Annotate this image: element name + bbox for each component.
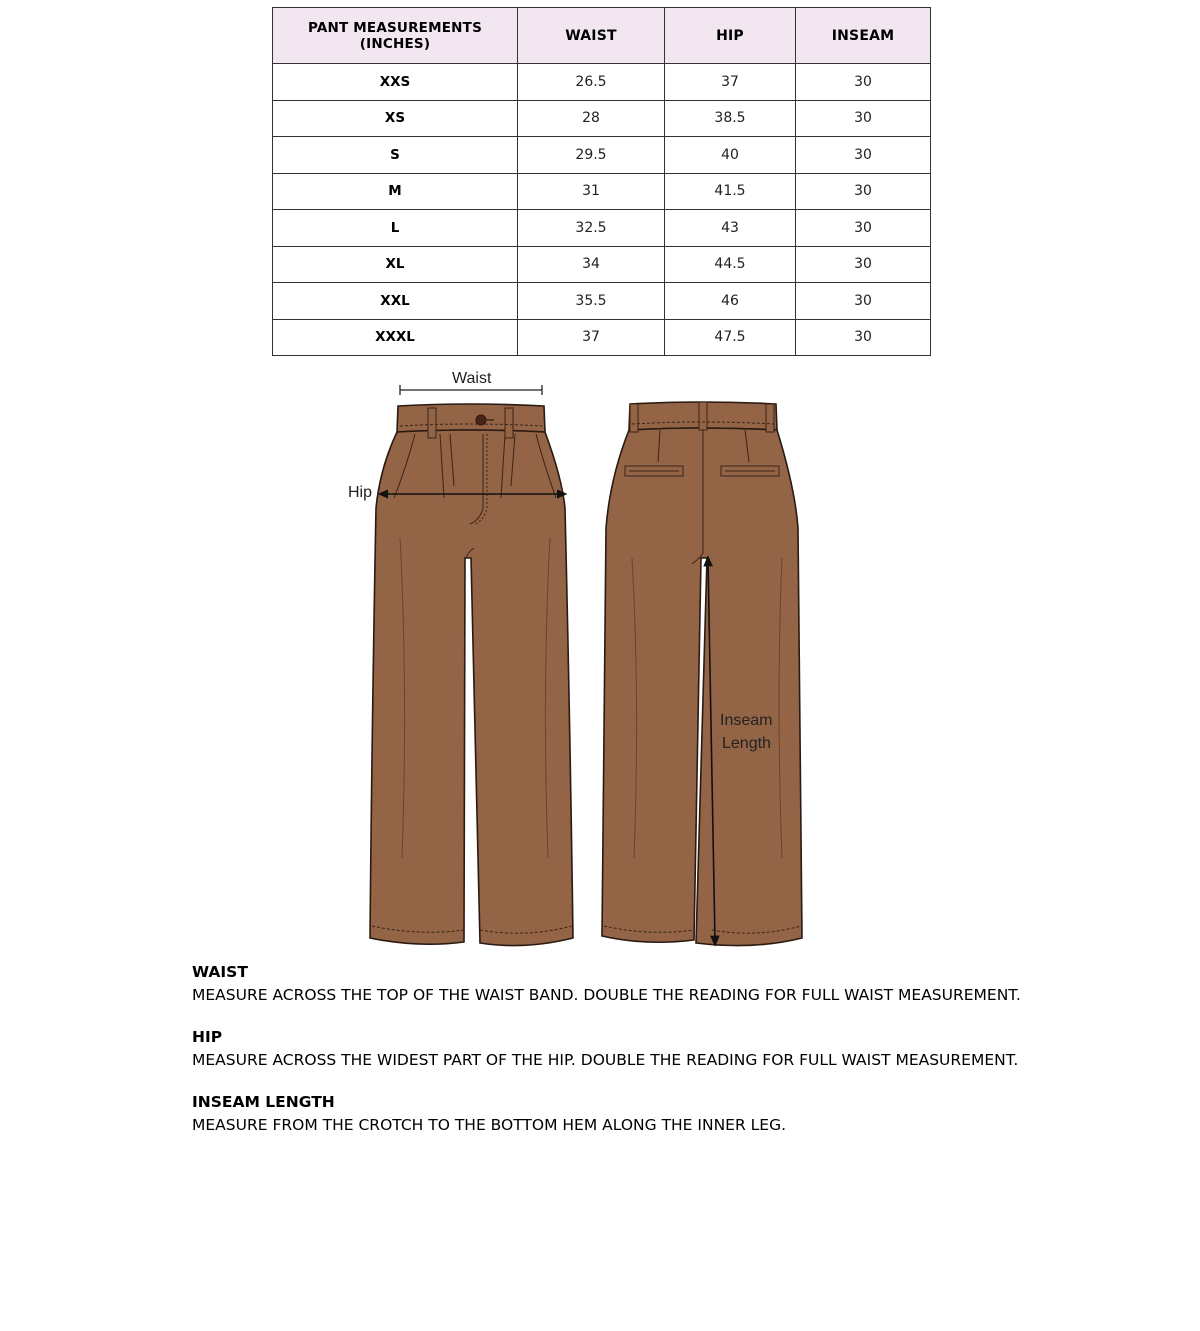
- table-row: [273, 100, 931, 137]
- hip-cell: 43: [665, 210, 796, 247]
- inseam-instruction-title: INSEAM LENGTH: [192, 1093, 335, 1111]
- waist-cell: 28: [518, 100, 665, 137]
- waist-cell: 31: [518, 173, 665, 210]
- table-row: [273, 137, 931, 174]
- hip-cell: 44.5: [665, 246, 796, 283]
- inseam-instruction: [192, 1092, 1092, 1137]
- hip-label: Hip: [348, 484, 373, 501]
- size-cell: M: [273, 173, 518, 210]
- table-row: [273, 64, 931, 101]
- waist-cell: 32.5: [518, 210, 665, 247]
- pants-measurement-diagram: [340, 358, 860, 978]
- pants-illustration: [340, 358, 860, 978]
- size-cell: XXL: [273, 283, 518, 320]
- header-hip: HIP: [665, 8, 796, 64]
- header-inseam: INSEAM: [796, 8, 931, 64]
- inseam-label: Inseam: [720, 712, 773, 729]
- waist-cell: 34: [518, 246, 665, 283]
- hip-cell: 47.5: [665, 319, 796, 356]
- waist-cell: 35.5: [518, 283, 665, 320]
- back-pants: [602, 402, 802, 946]
- size-cell: XL: [273, 246, 518, 283]
- waist-cell: 26.5: [518, 64, 665, 101]
- hip-cell: 37: [665, 64, 796, 101]
- hip-cell: 41.5: [665, 173, 796, 210]
- inseam-cell: 30: [796, 64, 931, 101]
- size-cell: S: [273, 137, 518, 174]
- hip-cell: 38.5: [665, 100, 796, 137]
- waist-instruction-text: MEASURE ACROSS THE TOP OF THE WAIST BAND. DOUBLE THE READING FOR FULL WAIST MEASUREMENT.: [192, 986, 1021, 1004]
- inseam-cell: 30: [796, 319, 931, 356]
- hip-instruction: [192, 1027, 1092, 1072]
- hip-cell: 40: [665, 137, 796, 174]
- waist-instruction-title: WAIST: [192, 963, 248, 981]
- waist-instruction: [192, 962, 1092, 1007]
- hip-instruction-text: MEASURE ACROSS THE WIDEST PART OF THE HIP. DOUBLE THE READING FOR FULL WAIST MEASUREMENT.: [192, 1051, 1019, 1069]
- inseam-instruction-text: MEASURE FROM THE CROTCH TO THE BOTTOM HEM ALONG THE INNER LEG.: [192, 1116, 787, 1134]
- size-chart-table: [272, 7, 931, 356]
- size-cell: XXS: [273, 64, 518, 101]
- length-label: Length: [722, 735, 771, 752]
- waist-label: Waist: [452, 370, 492, 387]
- inseam-cell: 30: [796, 210, 931, 247]
- table-row: [273, 319, 931, 356]
- inseam-cell: 30: [796, 246, 931, 283]
- size-cell: XXXL: [273, 319, 518, 356]
- header-waist: WAIST: [518, 8, 665, 64]
- header-size: PANT MEASUREMENTS (INCHES): [273, 8, 518, 64]
- front-pants: [370, 404, 573, 946]
- hip-cell: 46: [665, 283, 796, 320]
- size-cell: L: [273, 210, 518, 247]
- inseam-cell: 30: [796, 283, 931, 320]
- inseam-cell: 30: [796, 100, 931, 137]
- inseam-cell: 30: [796, 137, 931, 174]
- hip-instruction-title: HIP: [192, 1028, 223, 1046]
- table-row: [273, 246, 931, 283]
- button-icon: [476, 415, 486, 425]
- inseam-cell: 30: [796, 173, 931, 210]
- waist-cell: 37: [518, 319, 665, 356]
- table-row: [273, 173, 931, 210]
- table-row: [273, 283, 931, 320]
- waist-cell: 29.5: [518, 137, 665, 174]
- table-row: [273, 210, 931, 247]
- table-header-row: [273, 8, 931, 64]
- size-cell: XS: [273, 100, 518, 137]
